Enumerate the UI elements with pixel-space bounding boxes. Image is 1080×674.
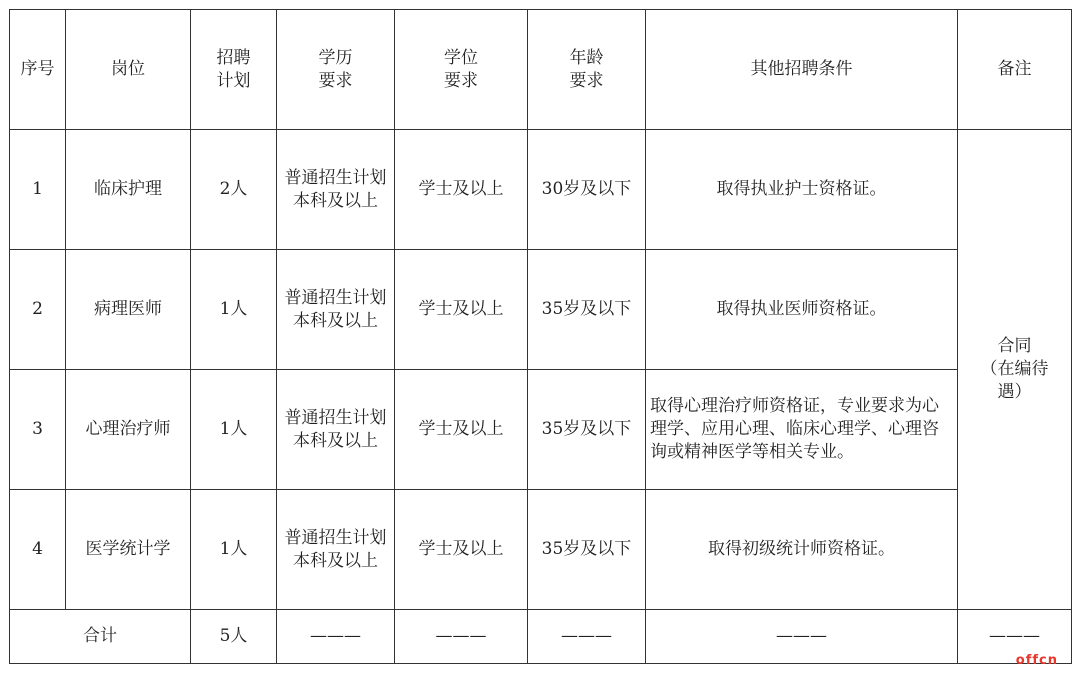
remark-line3: 遇） <box>997 382 1032 402</box>
table-row <box>10 370 1072 490</box>
header-degree-line1: 学位 <box>444 47 478 68</box>
cell-post: 心理治疗师 <box>66 370 191 490</box>
cell-seq: 4 <box>10 490 66 610</box>
cell-post: 病理医师 <box>66 250 191 370</box>
header-degree <box>395 10 528 130</box>
total-row <box>10 610 1072 664</box>
cell-other: 取得心理治疗师资格证，专业要求为心理学、应用心理、临床心理学、心理咨询或精神医学等相关专业。 <box>646 370 958 490</box>
total-degree: ——— <box>395 610 528 664</box>
cell-age: 35岁及以下 <box>528 490 646 610</box>
cell-plan: 1人 <box>191 490 277 610</box>
cell-plan: 2人 <box>191 130 277 250</box>
remark-line1: 合同 <box>997 336 1032 356</box>
table-row <box>10 490 1072 610</box>
offcn-watermark-logo: offcn <box>1015 653 1058 668</box>
cell-edu: 普通招生计划本科及以上 <box>277 490 395 610</box>
remark-line2: （在编待 <box>980 359 1049 379</box>
cell-seq: 1 <box>10 130 66 250</box>
header-remark: 备注 <box>958 10 1072 130</box>
header-plan-line2: 计划 <box>216 70 251 91</box>
header-edu-line2: 要求 <box>318 70 353 91</box>
cell-age: 35岁及以下 <box>528 370 646 490</box>
header-post: 岗位 <box>66 10 191 130</box>
cell-edu: 普通招生计划本科及以上 <box>277 370 395 490</box>
header-plan <box>191 10 277 130</box>
cell-other: 取得执业护士资格证。 <box>646 130 958 250</box>
cell-age: 35岁及以下 <box>528 250 646 370</box>
table-row <box>10 130 1072 250</box>
total-label: 合计 <box>10 610 191 664</box>
header-row <box>10 10 1072 130</box>
cell-seq: 2 <box>10 250 66 370</box>
cell-edu: 普通招生计划本科及以上 <box>277 250 395 370</box>
cell-seq: 3 <box>10 370 66 490</box>
header-age-line2: 要求 <box>569 70 604 91</box>
header-age <box>528 10 646 130</box>
cell-degree: 学士及以上 <box>395 250 528 370</box>
header-degree-line2: 要求 <box>444 70 478 91</box>
recruitment-table <box>9 9 1072 664</box>
cell-other: 取得执业医师资格证。 <box>646 250 958 370</box>
header-edu <box>277 10 395 130</box>
cell-edu: 普通招生计划本科及以上 <box>277 130 395 250</box>
cell-plan: 1人 <box>191 250 277 370</box>
cell-other: 取得初级统计师资格证。 <box>646 490 958 610</box>
header-edu-line1: 学历 <box>318 47 353 68</box>
cell-degree: 学士及以上 <box>395 490 528 610</box>
total-other: ——— <box>646 610 958 664</box>
cell-age: 30岁及以下 <box>528 130 646 250</box>
cell-post: 临床护理 <box>66 130 191 250</box>
total-plan: 5人 <box>191 610 277 664</box>
header-other: 其他招聘条件 <box>646 10 958 130</box>
cell-remark-merged <box>958 130 1072 610</box>
header-plan-line1: 招聘 <box>216 47 251 68</box>
cell-degree: 学士及以上 <box>395 370 528 490</box>
header-seq: 序号 <box>10 10 66 130</box>
cell-plan: 1人 <box>191 370 277 490</box>
total-edu: ——— <box>277 610 395 664</box>
table-row <box>10 250 1072 370</box>
cell-degree: 学士及以上 <box>395 130 528 250</box>
total-age: ——— <box>528 610 646 664</box>
total-remark: ——— <box>958 610 1072 664</box>
header-age-line1: 年龄 <box>569 47 604 68</box>
cell-post: 医学统计学 <box>66 490 191 610</box>
